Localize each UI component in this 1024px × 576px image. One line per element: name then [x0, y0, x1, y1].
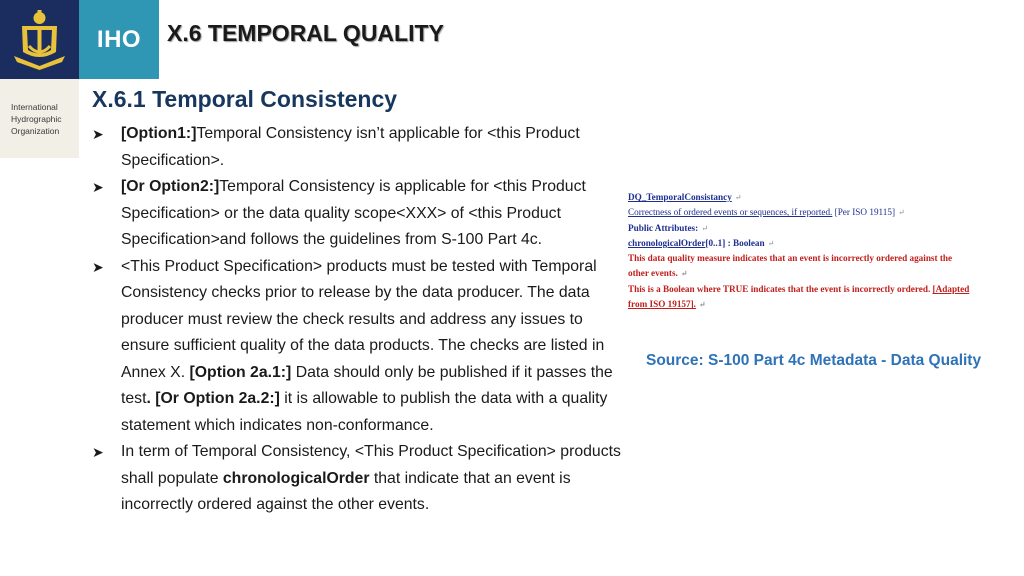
bullet-item	[92, 439, 622, 519]
anchor-crest-icon	[0, 0, 79, 79]
option-label: [Option 2a.1:]	[189, 363, 292, 381]
bullet-item	[92, 121, 622, 174]
excerpt-line	[622, 266, 1020, 281]
paragraph-mark-icon: ↵	[767, 238, 775, 248]
source-caption: Source: S-100 Part 4c Metadata - Data Quality	[646, 352, 982, 369]
title-bar	[159, 0, 1024, 79]
class-description: Correctness of ordered events or sequences, if reported.	[628, 207, 833, 218]
bullet-text: it is allowable to publish the data with a quality statement which indicates non-conformance.	[121, 390, 608, 434]
organization-name	[11, 101, 75, 137]
reference: [Per ISO 19115]	[834, 207, 896, 218]
bullet-text: <This Product Specification> products must be tested with Temporal Consistency checks prior to release by the data producer. The data producer must review the check results and address any issues to ensure sufficient quality of the data products. The checks are listed in Annex X.	[121, 257, 605, 381]
reference: [Adapted	[932, 283, 970, 294]
excerpt-line: This data quality measure indicates that an event is incorrectly ordered against the	[628, 253, 953, 264]
option-label: [Option1:]	[121, 125, 197, 142]
bullet-text: Temporal Consistency isn’t applicable for <this Product Specification>.	[121, 125, 580, 169]
paragraph-mark-icon: ↵	[698, 300, 706, 310]
attribute-name: chronologicalOrder	[628, 237, 706, 248]
iho-label-box	[79, 0, 159, 79]
bullet-text: Temporal Consistency is applicable for <this Product Specification> or the data quality scope<XXX> of <this Product Specification>and follows the guidelines from S-100 Part 4c.	[121, 178, 586, 248]
attribute-type: : Boolean	[725, 237, 765, 248]
excerpt-line	[622, 236, 1020, 251]
class-name: DQ_TemporalConsistancy	[628, 192, 732, 202]
paragraph-mark-icon: ↵	[701, 223, 708, 233]
slide-title: X.6 TEMPORAL QUALITY	[167, 20, 444, 46]
arrow-bullet-icon: ➤	[92, 444, 104, 460]
reference: from ISO 19157].	[628, 299, 696, 310]
paragraph-mark-icon: ↵	[898, 208, 905, 218]
bullet-text: Data should only be published if it passes the test	[121, 363, 613, 407]
option-label: [Or Option2:]	[121, 178, 220, 195]
paragraph-mark-icon: ↵	[734, 193, 742, 202]
bullet-list	[92, 121, 622, 519]
section-title: X.6.1 Temporal Consistency	[92, 86, 398, 112]
attribute-multiplicity: [0..1]	[705, 237, 726, 248]
org-name-line: Hydrographic	[11, 114, 62, 124]
excerpt-line	[622, 282, 1020, 297]
metadata-excerpt-image	[622, 190, 1020, 317]
iho-label: IHO	[96, 26, 142, 53]
excerpt-text: This is a Boolean where TRUE indicates that the event is incorrectly ordered.	[628, 283, 931, 294]
org-name-line: International	[11, 102, 58, 112]
excerpt-line	[622, 221, 1020, 236]
paragraph-mark-icon: ↵	[680, 269, 688, 279]
arrow-bullet-icon: ➤	[92, 126, 104, 142]
arrow-bullet-icon: ➤	[92, 179, 104, 195]
excerpt-text: other events.	[628, 268, 678, 279]
bullet-text: that indicate that an event is incorrectly ordered against the other events.	[121, 469, 571, 513]
iho-emblem-logo	[0, 0, 79, 79]
bullet-item	[92, 254, 622, 440]
excerpt-line	[622, 297, 1020, 312]
attribute-name: chronologicalOrder	[222, 469, 370, 487]
arrow-bullet-icon: ➤	[92, 258, 104, 275]
org-name-line: Organization	[11, 126, 60, 136]
bullet-item	[92, 174, 622, 254]
excerpt-line	[622, 190, 1020, 205]
excerpt-line	[622, 205, 1020, 220]
option-label: . [Or Option 2a.2:]	[146, 390, 280, 407]
organization-box	[0, 79, 79, 158]
attributes-heading: Public Attributes:	[628, 222, 699, 233]
bullet-text: In term of Temporal Consistency, <This Product Specification> products shall populate	[121, 443, 621, 487]
